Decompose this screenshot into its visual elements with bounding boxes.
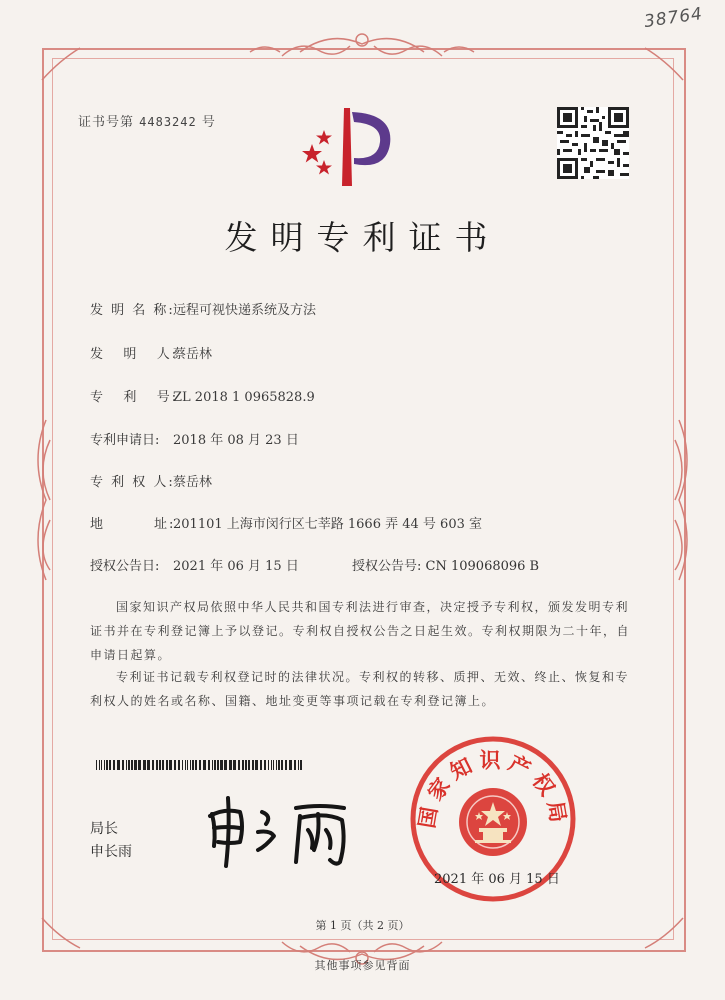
field-label: 地 址: — [90, 517, 176, 532]
field-value: 2018 年 08 月 23 日 — [173, 433, 299, 448]
bottom-note: 其他事项参见背面 — [314, 959, 411, 972]
field-value: CN 109068096 B — [425, 559, 540, 574]
director-name: 申长雨 — [90, 844, 132, 860]
director-signature-icon — [200, 790, 360, 870]
field-value: ZL 2018 1 0965828.9 — [173, 390, 315, 405]
field-value: 蔡岳林 — [173, 475, 213, 490]
handwritten-note: 38764 — [642, 3, 705, 33]
cert-no-prefix: 证书号第 — [78, 115, 135, 130]
page-number: 第 1 页（共 2 页） — [315, 919, 410, 932]
barcode-icon — [96, 760, 304, 770]
field-address — [90, 513, 482, 532]
cert-no-suffix: 号 — [201, 115, 216, 130]
field-patent-number — [90, 386, 315, 405]
field-application-date — [90, 429, 299, 448]
field-value: 远程可视快递系统及方法 — [173, 303, 317, 318]
field-patentee — [90, 471, 212, 490]
field-value: 2021 年 06 月 15 日 — [173, 559, 299, 574]
field-value: 蔡岳林 — [173, 347, 213, 362]
seal-text: 国家知识产权局 — [414, 748, 572, 830]
body-paragraph-2: 专利证书记载专利权登记时的法律状况。专利权的转移、质押、无效、终止、恢复和专利权人的姓名或名称、国籍、地址变更等事项记载在专利登记簿上。 — [90, 670, 630, 708]
field-label: 授权公告日: — [90, 559, 160, 574]
field-label: 专 利 权 人: — [90, 475, 175, 490]
cert-no-number: 4483242 — [139, 115, 197, 129]
certificate-number — [78, 111, 216, 130]
field-label: 专 利 号: — [90, 390, 179, 405]
field-label: 发 明 人: — [90, 347, 179, 362]
cnipa-logo-icon — [298, 100, 408, 192]
certificate-title: 发明专利证书 — [224, 218, 501, 257]
field-value: 201101 上海市闵行区七莘路 1666 弄 44 号 603 室 — [173, 517, 482, 532]
field-grant-announcement-date — [90, 555, 299, 574]
director-title: 局长 — [90, 821, 118, 837]
field-grant-announcement-number — [352, 555, 539, 574]
body-paragraph-1: 国家知识产权局依照中华人民共和国专利法进行审查，决定授予专利权，颁发发明专利证书并在专利登记簿上予以登记。专利权自授权公告之日起生效。专利权期限为二十年，自申请日起算。 — [90, 600, 631, 662]
field-label: 授权公告号: — [352, 559, 422, 574]
field-invention-name — [90, 299, 316, 318]
field-inventor — [90, 343, 212, 362]
qr-code-icon — [557, 107, 629, 179]
field-label: 发 明 名 称: — [90, 303, 175, 318]
seal-date: 2021 年 06 月 15 日 — [434, 872, 560, 887]
field-label: 专利申请日: — [90, 433, 160, 448]
